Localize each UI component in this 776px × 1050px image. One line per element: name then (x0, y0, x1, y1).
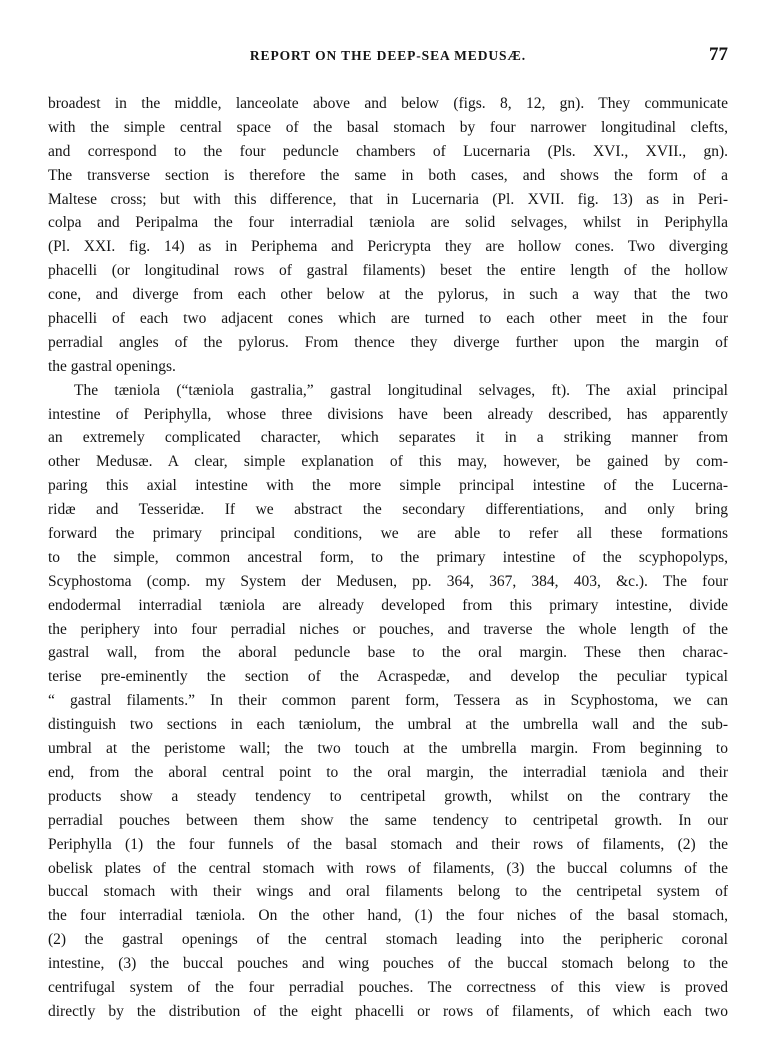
text-line: the periphery into four perradial niches or pouches, and traverse the whole length of the (48, 620, 728, 638)
text-line: terise pre-eminently the section of the Acraspedæ, and develop the peculiar typical (48, 668, 728, 686)
text-line: gastral wall, from the aboral peduncle base to the oral margin. These then charac- (48, 644, 728, 662)
text-line: “ gastral filaments.” In their common parent form, Tessera as in Scyphostoma, we can (48, 692, 728, 710)
page-header (48, 44, 728, 68)
text-line: the four interradial tæniola. On the other hand, (1) the four niches of the basal stomach, (48, 907, 728, 925)
page-number: 77 (709, 44, 728, 65)
text-line: the gastral openings. (48, 357, 176, 375)
text-line: umbral at the peristome wall; the two touch at the umbrella margin. From beginning to (48, 740, 728, 758)
text-line: directly by the distribution of the eight phacelli or rows of filaments, of which each two (48, 1002, 728, 1020)
text-line: intestine of Periphylla, whose three divisions have been already described, has apparently (48, 405, 728, 423)
text-line: forward the primary principal conditions, we are able to refer all these formations (48, 525, 728, 543)
text-line: ridæ and Tesseridæ. If we abstract the secondary differentiations, and only bring (48, 501, 728, 519)
text-line: distinguish two sections in each tæniolum, the umbral at the umbrella wall and the sub- (48, 716, 728, 734)
text-line: phacelli of each two adjacent cones which are turned to each other meet in the four (48, 310, 728, 328)
text-line: phacelli (or longitudinal rows of gastral filaments) beset the entire length of the hollow (48, 262, 728, 280)
body-text (48, 92, 728, 1024)
text-line: colpa and Peripalma the four interradial tæniola are solid selvages, whilst in Periphylla (48, 214, 728, 232)
text-line: perradial pouches between them show the same tendency to centripetal growth. In our (48, 811, 728, 829)
text-line: intestine, (3) the buccal pouches and wing pouches of the buccal stomach belong to the (48, 955, 728, 973)
text-line: with the simple central space of the basal stomach by four narrower longitudinal clefts, (48, 118, 728, 136)
text-line: broadest in the middle, lanceolate above and below (figs. 8, 12, gn). They communicate (48, 95, 728, 112)
text-line: centrifugal system of the four perradial pouches. The correctness of this view is proved (48, 978, 728, 996)
text-line: endodermal interradial tæniola are already developed from this primary intestine, divide (48, 596, 728, 614)
text-line: other Medusæ. A clear, simple explanation of this may, however, be gained by com- (48, 453, 728, 471)
paragraph-first-line: The tæniola (“tæniola gastralia,” gastral longitudinal selvages, ft). The axial principal (74, 381, 728, 399)
text-line: (Pl. XXI. fig. 14) as in Periphema and Pericrypta they are hollow cones. Two diverging (48, 238, 728, 256)
text-line: Maltese cross; but with this difference, that in Lucernaria (Pl. XVII. fig. 13) as in Peri- (48, 190, 728, 208)
text-line: and correspond to the four peduncle chambers of Lucernaria (Pls. XVI., XVII., gn). (48, 142, 728, 160)
text-line: to the simple, common ancestral form, to the primary intestine of the scyphopolyps, (48, 548, 728, 566)
running-title: REPORT ON THE DEEP-SEA MEDUSÆ. (249, 48, 527, 63)
text-line: products show a steady tendency to centripetal growth, whilst on the contrary the (48, 787, 728, 805)
text-line: perradial angles of the pylorus. From thence they diverge further upon the margin of (48, 333, 728, 351)
text-line: The transverse section is therefore the same in both cases, and shows the form of a (48, 166, 728, 184)
text-line: buccal stomach with their wings and oral filaments belong to the centripetal system of (48, 883, 728, 901)
text-line: obelisk plates of the central stomach with rows of filaments, (3) the buccal columns of the (48, 859, 728, 877)
text-line: Periphylla (1) the four funnels of the basal stomach and their rows of filaments, (2) the (48, 835, 728, 853)
text-line: cone, and diverge from each other below at the pylorus, in such a way that the two (48, 286, 728, 304)
text-line: (2) the gastral openings of the central stomach leading into the peripheric coronal (48, 931, 728, 949)
text-line: Scyphostoma (comp. my System der Medusen, pp. 364, 367, 384, 403, &c.). The four (48, 572, 728, 590)
text-line: end, from the aboral central point to the oral margin, the interradial tæniola and their (48, 763, 728, 781)
text-line: an extremely complicated character, which separates it in a striking manner from (48, 429, 728, 447)
text-line: paring this axial intestine with the more simple principal intestine of the Lucerna- (48, 477, 728, 495)
